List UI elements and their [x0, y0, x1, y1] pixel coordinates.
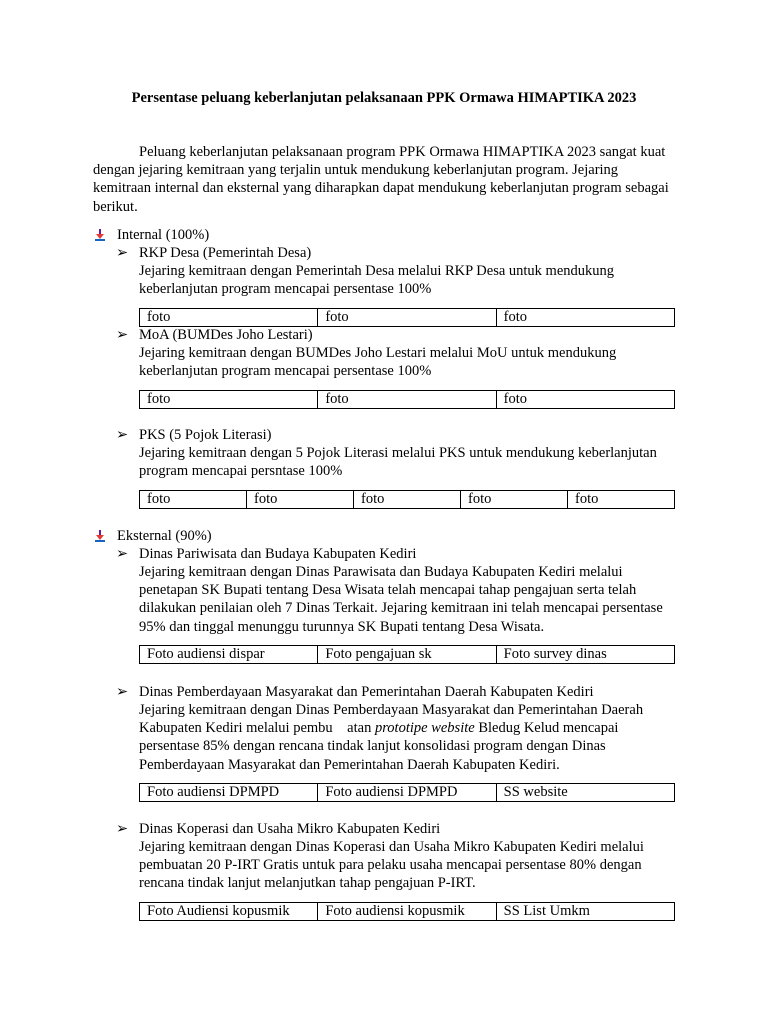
arrow-bullet-icon [93, 529, 107, 543]
item-description: Jejaring kemitraan dengan 5 Pojok Literasi melalui PKS untuk mendukung keberlanjutan program mencapai persntase 100% [139, 445, 657, 480]
section-external-label: Eksternal (90%) [117, 528, 212, 544]
item-description [139, 701, 678, 774]
photo-table [139, 308, 675, 327]
item-heading: MoA (BUMDes Joho Lestari) [139, 327, 313, 343]
photo-cell: Foto audiensi DPMPD [140, 784, 318, 802]
photo-cell: Foto pengajuan sk [318, 646, 496, 664]
item-heading: Dinas Pemberdayaan Masyarakat dan Pemerintahan Daerah Kabupaten Kediri [139, 684, 594, 700]
item-heading: RKP Desa (Pemerintah Desa) [139, 245, 312, 261]
photo-table [139, 783, 675, 802]
photo-cell: foto [247, 491, 354, 509]
item-description: Jejaring kemitraan dengan Pemerintah Desa melalui RKP Desa untuk mendukung keberlanjutan program mencapai persentase 100% [139, 263, 615, 298]
photo-cell: foto [318, 391, 496, 409]
photo-cell: foto [496, 309, 674, 327]
arrow-bullet-icon [93, 228, 107, 242]
photo-cell: SS List Umkm [496, 903, 674, 921]
item-description: Jejaring kemitraan dengan Dinas Koperasi dan Usaha Mikro Kabupaten Kediri melalui pembuatan 20 P-IRT Gratis untuk para pelaku usaha mencapai persentase 80% dengan rencana tindak lanjut melanjutkan tahap pengajuan P-IRT. [139, 839, 644, 892]
photo-cell: foto [140, 391, 318, 409]
photo-cell: foto [140, 491, 247, 509]
section-internal-label: Internal (100%) [117, 227, 210, 243]
photo-cell: Foto audiensi kopusmik [318, 903, 496, 921]
photo-cell: foto [140, 309, 318, 327]
photo-table [139, 490, 675, 509]
photo-cell: SS website [496, 784, 674, 802]
photo-cell: foto [461, 491, 568, 509]
photo-cell: foto [318, 309, 496, 327]
photo-cell: Foto audiensi dispar [140, 646, 318, 664]
arrow-bullet-icon: ➢ [116, 327, 129, 343]
page-title: Persentase peluang keberlanjutan pelaksanaan PPK Ormawa HIMAPTIKA 2023 [131, 90, 637, 106]
item-description-part: Bledug Kelud mencapai persentase 85% dengan rencana tindak lanjut konsolidasi program dengan Dinas Pemberdayaan Masyarakat dan Pemerintahan Daerah Kabupaten Kediri. [139, 720, 623, 773]
item-heading: PKS (5 Pojok Literasi) [139, 427, 272, 443]
photo-table [139, 645, 675, 664]
item-heading: Dinas Pariwisata dan Budaya Kabupaten Kediri [139, 546, 417, 562]
arrow-bullet-icon: ➢ [116, 546, 129, 562]
photo-cell: Foto survey dinas [496, 646, 674, 664]
photo-table [139, 390, 675, 409]
photo-cell: Foto Audiensi kopusmik [140, 903, 318, 921]
photo-table [139, 902, 675, 921]
arrow-bullet-icon: ➢ [116, 245, 129, 261]
photo-cell: foto [354, 491, 461, 509]
item-description: Jejaring kemitraan dengan BUMDes Joho Lestari melalui MoU untuk mendukung keberlanjutan program mencapai persentase 100% [139, 345, 617, 380]
item-description-italic: prototipe website [374, 720, 475, 737]
arrow-bullet-icon: ➢ [116, 427, 129, 443]
intro-paragraph: Peluang keberlanjutan pelaksanaan program PPK Ormawa HIMAPTIKA 2023 sangat kuat dengan jejaring kemitraan yang terjalin untuk mendukung keberlanjutan program. Jejaring kemitraan internal dan eksternal yang diharapkan dapat mendukung keberlanjutan program sebagai berikut. [93, 144, 669, 215]
item-heading: Dinas Koperasi dan Usaha Mikro Kabupaten Kediri [139, 821, 441, 837]
arrow-bullet-icon: ➢ [116, 684, 129, 700]
photo-cell: foto [568, 491, 675, 509]
photo-cell: foto [496, 391, 674, 409]
arrow-bullet-icon: ➢ [116, 821, 129, 837]
item-description-part: Jejaring kemitraan dengan Dinas Pemberdayaan Masyarakat dan Pemerintahan Daerah Kabupaten Kediri melalui pembu atan [139, 702, 647, 737]
photo-cell: Foto audiensi DPMPD [318, 784, 496, 802]
item-description: Jejaring kemitraan dengan Dinas Parawisata dan Budaya Kabupaten Kediri melalui penetapan SK Bupati tentang Desa Wisata telah mencapai tahap pengajuan serta telah dilakukan penilaian oleh 7 Dinas Terkait. Jejaring kemitraan ini telah mencapai persentase 95% dan tinggal menunggu turunnya SK Bupati tentang Desa Wisata. [139, 564, 663, 635]
